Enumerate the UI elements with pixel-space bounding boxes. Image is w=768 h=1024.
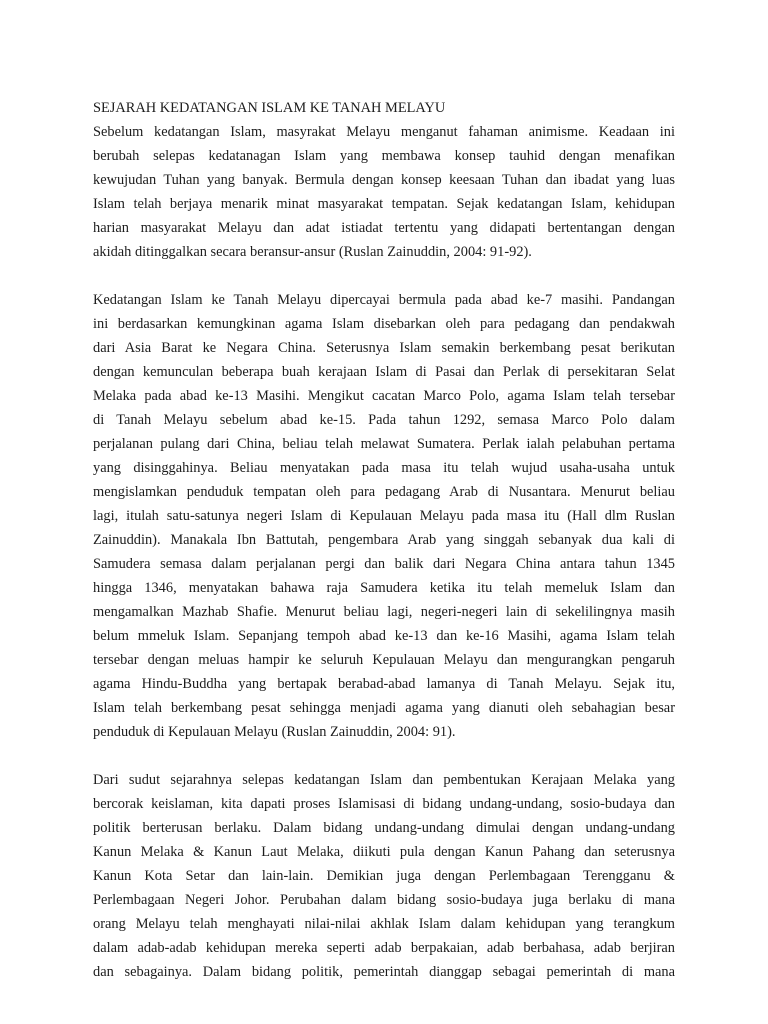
paragraph-2-line: lagi, itulah satu-satunya negeri Islam di Kepulauan Melayu pada masa itu (Hall dlm Ruslan — [93, 508, 675, 524]
paragraph-3-line: dan sebagainya. Dalam bidang politik, pemerintah dianggap sebagai pemerintah di mana — [93, 964, 675, 980]
paragraph-2-line: ini berdasarkan kemungkinan agama Islam disebarkan oleh para pedagang dan pendakwah — [93, 316, 675, 332]
paragraph-1-line: akidah ditinggalkan secara beransur-ansur (Ruslan Zainuddin, 2004: 91-92). — [93, 244, 532, 260]
paragraph-2-line: mengislamkan penduduk tempatan oleh para pedagang Arab di Nusantara. Menurut beliau — [93, 484, 675, 500]
paragraph-3-line: bercorak keislaman, kita dapati proses Islamisasi di bidang undang-undang, sosio-budaya dan — [93, 796, 675, 812]
paragraph-1-line: berubah selepas kedatanagan Islam yang membawa konsep tauhid dengan menafikan — [93, 148, 675, 164]
paragraph-2-line: dari Asia Barat ke Negara China. Seterusnya Islam semakin berkembang pesat berikutan — [93, 340, 675, 356]
paragraph-2-line: hingga 1346, menyatakan bahawa raja Samudera ketika itu telah memeluk Islam dan — [93, 580, 675, 596]
paragraph-3-line: politik berterusan berlaku. Dalam bidang undang-undang dimulai dengan undang-undang — [93, 820, 675, 836]
paragraph-3-line: dalam adab-adab kehidupan mereka seperti adab berpakaian, adab berbahasa, adab berjiran — [93, 940, 675, 956]
paragraph-3-line: Perlembagaan Negeri Johor. Perubahan dalam bidang sosio-budaya juga berlaku di mana — [93, 892, 675, 908]
paragraph-2-line: agama Hindu-Buddha yang bertapak berabad-abad lamanya di Tanah Melayu. Sejak itu, — [93, 676, 675, 692]
paragraph-2-line: Zainuddin). Manakala Ibn Battutah, pengembara Arab yang singgah sebanyak dua kali di — [93, 532, 675, 548]
paragraph-2-line: Melaka pada abad ke-13 Masihi. Mengikut cacatan Marco Polo, agama Islam telah tersebar — [93, 388, 675, 404]
paragraph-2-line: dengan kemunculan beberapa buah kerajaan Islam di Pasai dan Perlak di persekitaran Selat — [93, 364, 675, 380]
paragraph-1-line: harian masyarakat Melayu dan adat istiadat tertentu yang didapati bertentangan dengan — [93, 220, 675, 236]
paragraph-2-line: yang disinggahinya. Beliau menyatakan pada masa itu telah wujud usaha-usaha untuk — [93, 460, 675, 476]
paragraph-2-line: mengamalkan Mazhab Shafie. Menurut beliau lagi, negeri-negeri lain di sekelilingnya masih — [93, 604, 675, 620]
paragraph-2-line: di Tanah Melayu sebelum abad ke-15. Pada tahun 1292, semasa Marco Polo dalam — [93, 412, 675, 428]
paragraph-3-line: orang Melayu telah menghayati nilai-nilai akhlak Islam dalam kehidupan yang terangkum — [93, 916, 675, 932]
paragraph-2-line: Kedatangan Islam ke Tanah Melayu dipercayai bermula pada abad ke-7 masihi. Pandangan — [93, 292, 675, 308]
paragraph-2-line: Islam telah berkembang pesat sehingga menjadi agama yang dianuti oleh sebahagian besar — [93, 700, 675, 716]
paragraph-1-line: kewujudan Tuhan yang banyak. Bermula dengan konsep keesaan Tuhan dan ibadat yang luas — [93, 172, 675, 188]
document-title: SEJARAH KEDATANGAN ISLAM KE TANAH MELAYU — [93, 100, 446, 116]
paragraph-2-line: tersebar dengan meluas hampir ke seluruh Kepulauan Melayu dan mengurangkan pengaruh — [93, 652, 675, 668]
paragraph-3-line: Kanun Melaka & Kanun Laut Melaka, diikuti pula dengan Kanun Pahang dan seterusnya — [93, 844, 675, 860]
paragraph-2-line: belum mmeluk Islam. Sepanjang tempoh abad ke-13 dan ke-16 Masihi, agama Islam telah — [93, 628, 675, 644]
paragraph-3-line: Kanun Kota Setar dan lain-lain. Demikian juga dengan Perlembagaan Terengganu & — [93, 868, 675, 884]
paragraph-1-line: Islam telah berjaya menarik minat masyarakat tempatan. Sejak kedatangan Islam, kehidupan — [93, 196, 675, 212]
paragraph-2-line: penduduk di Kepulauan Melayu (Ruslan Zainuddin, 2004: 91). — [93, 724, 456, 740]
paragraph-2-line: perjalanan pulang dari China, beliau telah melawat Sumatera. Perlak ialah pelabuhan pertama — [93, 436, 675, 452]
paragraph-1-line: Sebelum kedatangan Islam, masyrakat Melayu menganut fahaman animisme. Keadaan ini — [93, 124, 675, 140]
paragraph-2-line: Samudera semasa dalam perjalanan pergi dan balik dari Negara China antara tahun 1345 — [93, 556, 675, 572]
paragraph-3-line: Dari sudut sejarahnya selepas kedatangan Islam dan pembentukan Kerajaan Melaka yang — [93, 772, 675, 788]
